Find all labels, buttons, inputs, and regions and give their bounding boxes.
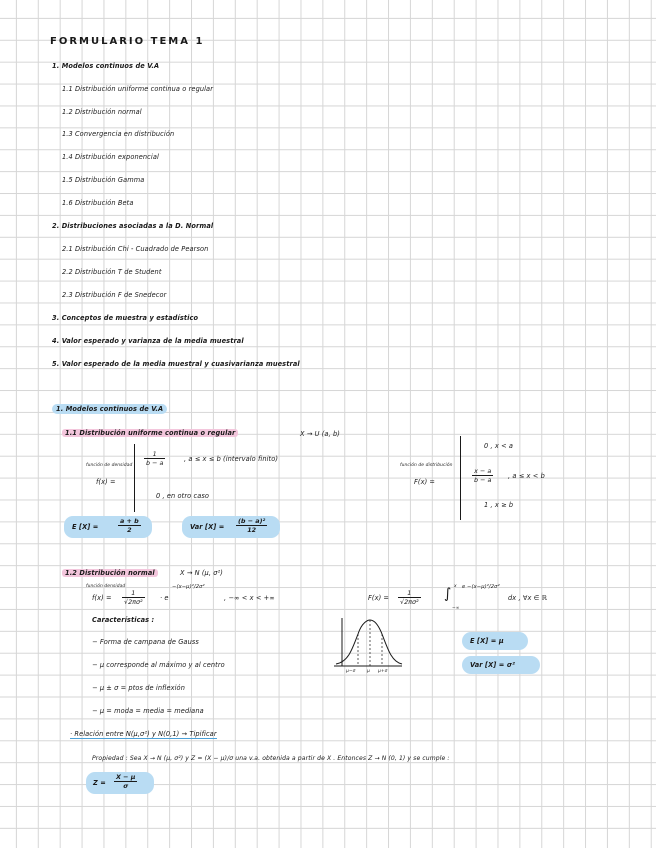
toc-item: 2.2 Distribución T de Student [62, 268, 162, 276]
fraction-denominator: b − a [146, 459, 164, 467]
subsection-heading-uniform [62, 429, 238, 437]
fraction-numerator: (b − a)² [238, 517, 266, 525]
uniform-F-case3: 1 , x ≥ b [484, 501, 514, 509]
normal-relation-text: · Relación entre N(μ,σ²) y N(0,1) → Tipificar [70, 730, 217, 738]
section-heading [52, 405, 167, 413]
normal-fx-exponent: −(x−μ)²/2σ² [172, 584, 205, 590]
uniform-F-case1: 0 , x < a [484, 442, 514, 450]
uniform-mean-lhs: E [X] = [72, 523, 99, 531]
toc-item: 1.2 Distribución normal [62, 108, 142, 116]
normal-feature: − Forma de campana de Gauss [92, 638, 199, 646]
curve-label: μ [367, 669, 370, 674]
normal-notation: X → N (μ, σ²) [180, 569, 223, 577]
uniform-variance-fraction [236, 517, 267, 534]
uniform-fx-label: f(x) = [96, 478, 116, 486]
uniform-mean-fraction [118, 517, 141, 534]
uniform-case1-fraction [144, 450, 165, 467]
uniform-F-case2-condition: , a ≤ x < b [508, 472, 545, 480]
uniform-density-label: función de densidad [86, 463, 133, 468]
curve-label: μ+σ [378, 669, 388, 674]
normal-features-heading: Características : [92, 616, 155, 624]
fraction-denominator: √2πσ² [124, 598, 143, 606]
toc-item: 2.1 Distribución Chi - Cuadrado de Pearson [62, 245, 209, 253]
normal-Fx-integral-sign: ∫ [444, 586, 452, 602]
subsection-heading-text: 1.1 Distribución uniforme continua o regular [62, 429, 238, 437]
normal-Fx-label: F(x) = [368, 594, 390, 602]
normal-variance: Var [X] = σ² [470, 661, 516, 669]
fraction-denominator: 12 [247, 526, 257, 534]
uniform-F-case2-fraction [472, 467, 493, 484]
uniform-case1-condition: , a ≤ x ≤ b (intervalo finito) [184, 455, 279, 463]
uniform-case2: 0 , en otro caso [156, 492, 210, 500]
normal-property: Propiedad : Sea X → N (μ, σ²) y Z = (X − μ)/σ una v.a. obtenida a partir de X . Entonces Z → N (0, 1) y se cumple : [92, 755, 450, 762]
normal-Fx-integral-lower: −∞ [452, 606, 460, 611]
normal-density-label: función densidad [86, 584, 126, 589]
toc-item: 2. Distribuciones asociadas a la D. Normal [52, 222, 214, 230]
toc-item: 1.6 Distribución Beta [62, 199, 134, 207]
uniform-Fx-label: F(x) = [414, 478, 436, 486]
toc-item: 1.5 Distribución Gamma [62, 176, 145, 184]
z-formula-fraction [114, 773, 137, 790]
subsection-heading-text: 1.2 Distribución normal [62, 569, 158, 577]
fraction-numerator: 1 [122, 589, 145, 598]
curve-label: μ−σ [346, 669, 356, 674]
normal-Fx-exponent: e −(x−μ)²/2σ² [462, 584, 500, 590]
toc-item: 1.3 Convergencia en distribución [62, 130, 175, 138]
normal-feature: − μ ± σ = ptos de inflexión [92, 684, 185, 692]
normal-bell-curve-sketch [334, 616, 404, 676]
fraction-numerator: 1 [144, 450, 165, 459]
z-formula-lhs: Z = [93, 779, 106, 787]
normal-fx-fraction [122, 589, 145, 606]
fraction-denominator: √2πσ² [400, 598, 419, 606]
toc-item: 5. Valor esperado de la media muestral y cuasivarianza muestral [52, 360, 300, 368]
fraction-numerator: x − a [472, 467, 493, 476]
fraction-denominator: σ [123, 782, 129, 790]
toc-item: 1.4 Distribución exponencial [62, 153, 159, 161]
toc-item: 2.3 Distribución F de Snedecor [62, 291, 167, 299]
subsection-heading-normal [62, 569, 158, 577]
normal-feature: − μ = moda = media = mediana [92, 707, 204, 715]
normal-fx-label: f(x) = [92, 594, 112, 602]
normal-fx-domain: , −∞ < x < +∞ [224, 594, 275, 602]
fraction-numerator: X − μ [116, 773, 136, 781]
toc-item: 1.1 Distribución uniforme continua o regular [62, 85, 214, 93]
page-title: FORMULARIO TEMA 1 [50, 36, 205, 47]
fraction-denominator: b − a [474, 476, 492, 484]
fraction-numerator: 1 [398, 589, 421, 598]
uniform-variance-lhs: Var [X] = [190, 523, 225, 531]
fraction-numerator: a + b [120, 517, 139, 525]
normal-mean: E [X] = μ [470, 637, 504, 645]
toc-item: 1. Modelos continuos de V.A [52, 62, 160, 70]
normal-Fx-integral-upper: x [454, 584, 457, 589]
normal-Fx-rest: dx , ∀x ∈ ℝ [508, 594, 548, 602]
normal-relation [70, 730, 217, 738]
normal-Fx-fraction [398, 589, 421, 606]
normal-feature: − μ corresponde al máximo y al centro [92, 661, 225, 669]
toc-item: 3. Conceptos de muestra y estadístico [52, 314, 199, 322]
normal-fx-exp-prefix: · e [160, 594, 169, 602]
toc-item: 4. Valor esperado y varianza de la media muestral [52, 337, 244, 345]
section-heading-text: 1. Modelos continuos de V.A [52, 404, 167, 414]
uniform-distribution-label: función de distribución [400, 463, 453, 468]
uniform-notation: X → U (a, b) [300, 430, 340, 438]
uniform-density-brace [134, 444, 135, 512]
fraction-denominator: 2 [127, 526, 132, 534]
uniform-distribution-brace [460, 436, 461, 520]
